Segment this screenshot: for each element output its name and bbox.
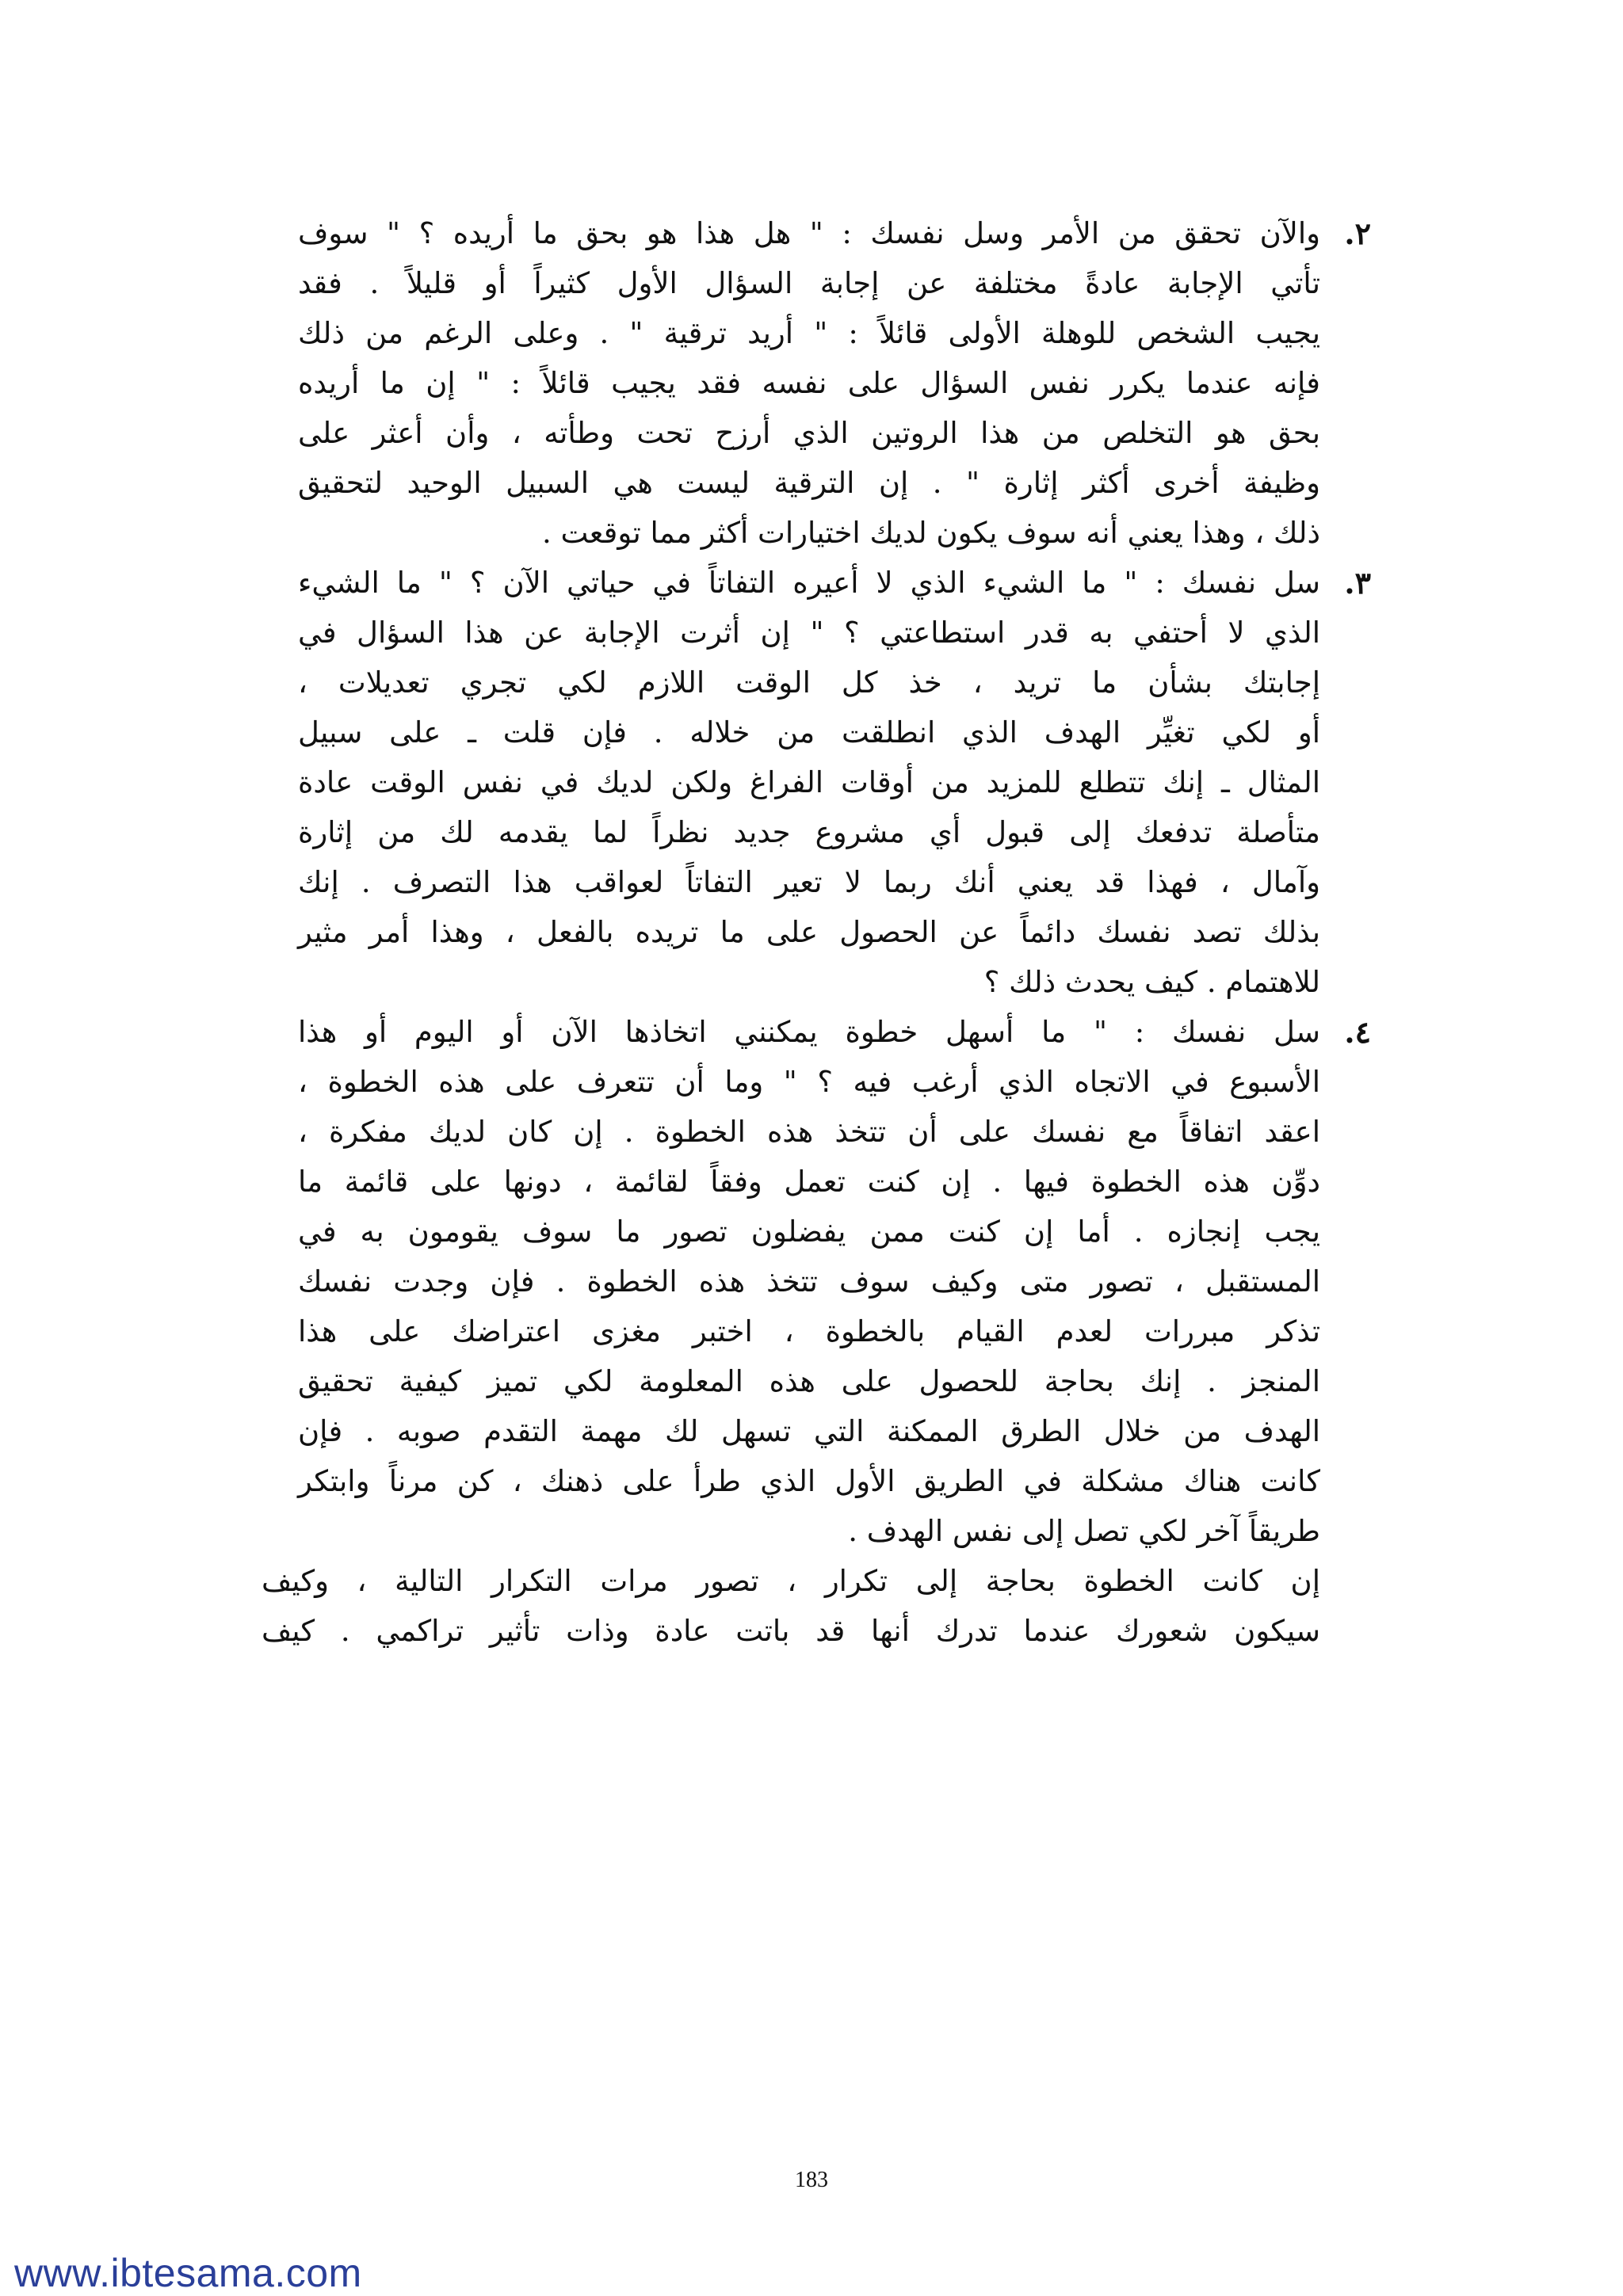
item-3-line-2: الذي لا أحتفي به قدر استطاعتي ؟ " إن أثرت الإجابة عن هذا السؤال في (298, 616, 1320, 650)
item-4-line-2: الأسبوع في الاتجاه الذي أرغب فيه ؟ " وما أن تتعرف على هذه الخطوة ، (298, 1065, 1320, 1099)
item-2-line-4: فإنه عندما يكرر نفس السؤال على نفسه فقد يجيب قائلاً : " إن ما أريده (298, 366, 1320, 400)
item-4-line-1: سل نفسك : " ما أسهل خطوة يمكنني اتخاذها الآن أو اليوم أو هذا (298, 1015, 1320, 1049)
item-3-line-3: إجابتك بشأن ما تريد ، خذ كل الوقت اللازم لكي تجري تعديلات ، (298, 666, 1320, 700)
item-4-line-10: كانت هناك مشكلة في الطريق الأول الذي طرأ على ذهنك ، كن مرناً وابتكر (298, 1464, 1320, 1498)
item-3-line-7: وآمال ، فهذا قد يعني أنك ربما لا تعير التفاتاً لعواقب هذا التصرف . إنك (298, 865, 1320, 899)
item-2-line-2: تأتي الإجابة عادةً مختلفة عن إجابة السؤال الأول كثيراً أو قليلاً . فقد (298, 266, 1320, 300)
item-3-line-6: متأصلة تدفعك إلى قبول أي مشروع جديد نظراً لما يقدمه لك من إثارة (298, 815, 1320, 849)
item-4-line-4: دوِّن هذه الخطوة فيها . إن كنت تعمل وفقاً لقائمة ، دونها على قائمة ما (298, 1165, 1320, 1199)
item-3-line-9: للاهتمام . كيف يحدث ذلك ؟ (983, 965, 1320, 999)
tail-line-2: سيكون شعورك عندما تدرك أنها قد باتت عادة وذات تأثير تراكمي . كيف (262, 1614, 1320, 1648)
item-2-line-3: يجيب الشخص للوهلة الأولى قائلاً : " أريد ترقية " . وعلى الرغم من ذلك (298, 316, 1320, 350)
item-4-line-11: طريقاً آخر لكي تصل إلى نفس الهدف . (848, 1514, 1320, 1548)
item-2-line-7: ذلك ، وهذا يعني أنه سوف يكون لديك اختيارات أكثر مما توقعت . (541, 516, 1320, 550)
item-2-line-6: وظيفة أخرى أكثر إثارة " . إن الترقية ليست هي السبيل الوحيد لتحقيق (298, 466, 1320, 500)
item-4-line-6: المستقبل ، تصور متى وكيف سوف تتخذ هذه الخطوة . فإن وجدت نفسك (298, 1264, 1320, 1299)
item-3-number: ٣. (1344, 565, 1371, 601)
item-3-line-4: أو لكي تغيِّر الهدف الذي انطلقت من خلاله . فإن قلت ـ على سبيل (298, 715, 1320, 749)
item-4-line-8: المنجز . إنك بحاجة للحصول على هذه المعلومة لكي تميز كيفية تحقيق (298, 1364, 1320, 1398)
item-2-number: ٢. (1344, 215, 1371, 251)
page-number: 183 (795, 2168, 828, 2192)
item-2-line-1: والآن تحقق من الأمر وسل نفسك : " هل هذا هو بحق ما أريده ؟ " سوف (298, 216, 1320, 250)
item-4-number: ٤. (1344, 1014, 1371, 1050)
item-4-line-5: يجب إنجازه . أما إن كنت ممن يفضلون تصور ما سوف يقومون به في (298, 1215, 1320, 1249)
item-3-line-8: بذلك تصد نفسك دائماً عن الحصول على ما تريده بالفعل ، وهذا أمر مثير (298, 915, 1320, 949)
item-3-line-1: سل نفسك : " ما الشيء الذي لا أعيره التفاتاً في حياتي الآن ؟ " ما الشيء (298, 566, 1320, 600)
item-4-line-7: تذكر مبررات لعدم القيام بالخطوة ، اختبر مغزى اعتراضك على هذا (298, 1314, 1320, 1348)
item-3-line-5: المثال ـ إنك تتطلع للمزيد من أوقات الفراغ ولكن لديك في نفس الوقت عادة (298, 765, 1320, 799)
tail-line-1: إن كانت الخطوة بحاجة إلى تكرار ، تصور مرات التكرار التالية ، وكيف (262, 1564, 1320, 1598)
watermark-url: www.ibtesama.com (14, 2251, 362, 2295)
item-2-line-5: بحق هو التخلص من هذا الروتين الذي أرزح تحت وطأته ، وأن أعثر على (298, 416, 1320, 450)
item-4-line-3: اعقد اتفاقاً مع نفسك على أن تتخذ هذه الخطوة . إن كان لديك مفكرة ، (298, 1115, 1320, 1149)
item-4-line-9: الهدف من خلال الطرق الممكنة التي تسهل لك مهمة التقدم صوبه . فإن (298, 1414, 1320, 1448)
